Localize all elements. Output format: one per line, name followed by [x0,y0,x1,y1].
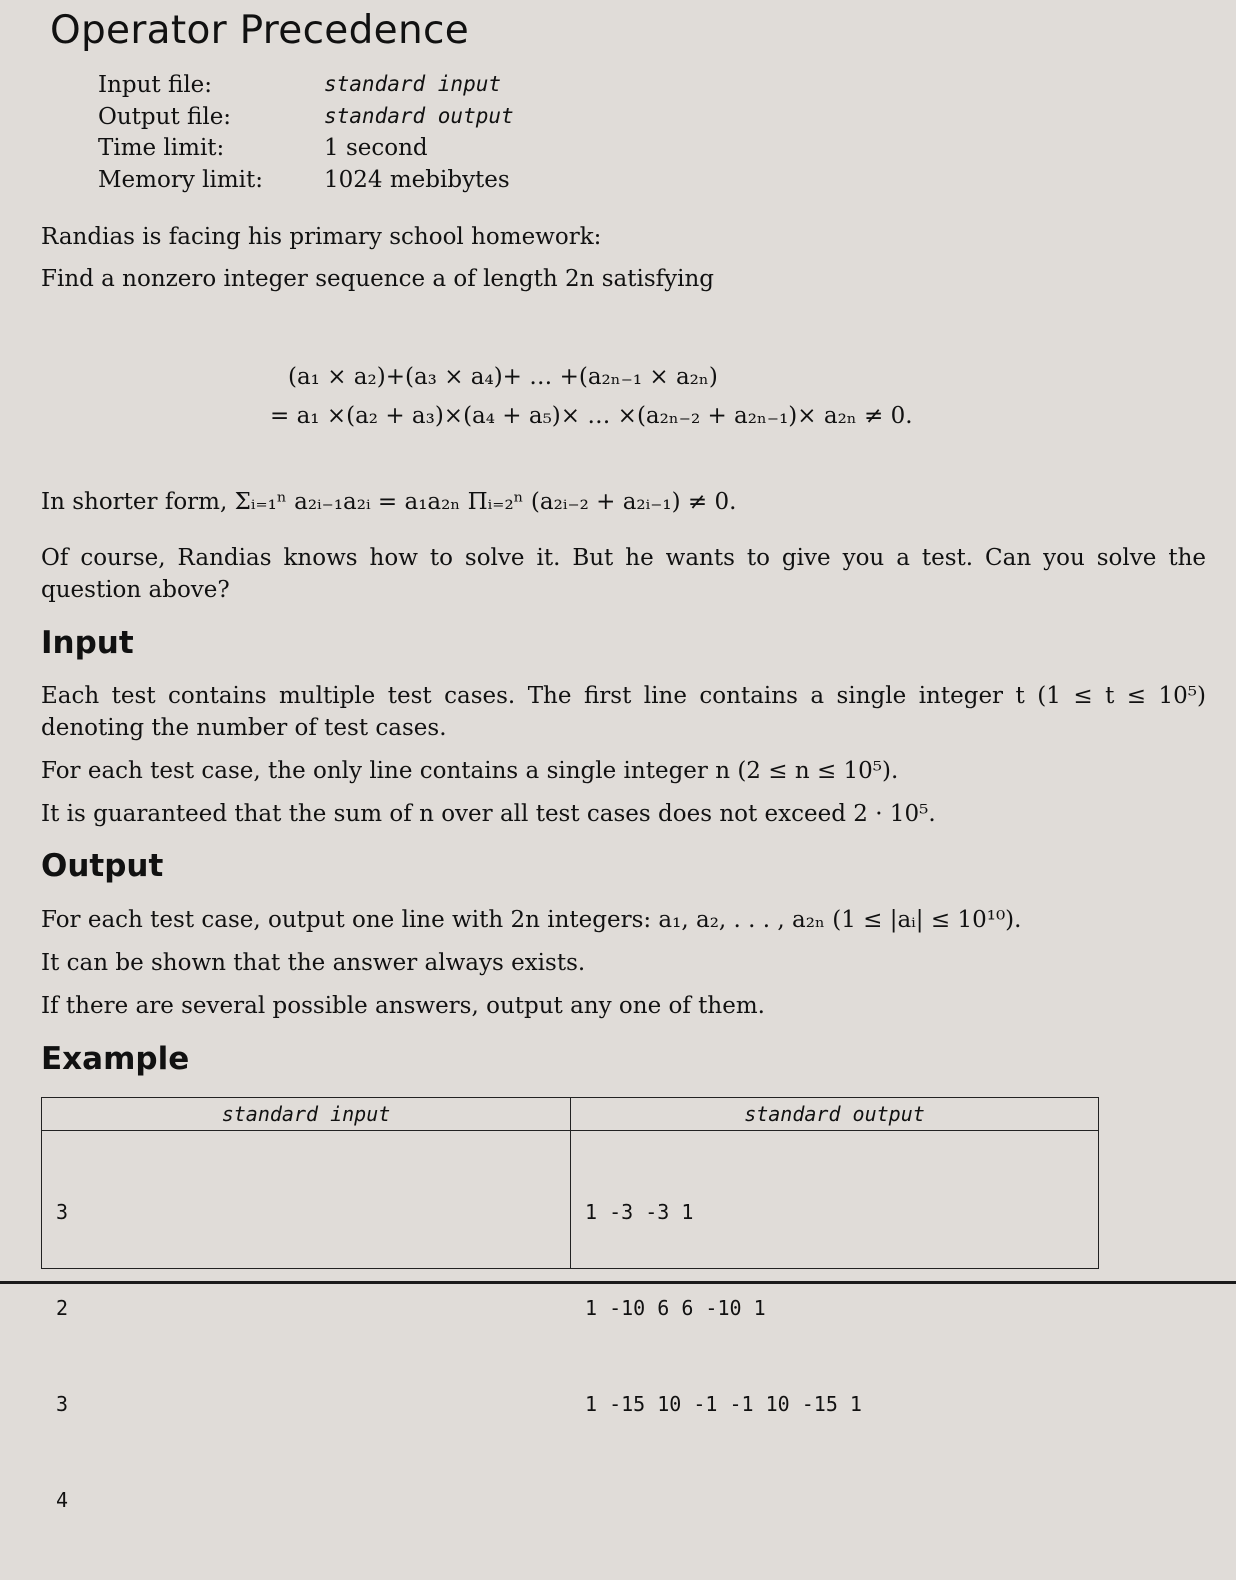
limit-label: Time limit: [98,135,225,161]
input-paragraph: For each test case, the only line contains a single integer n (2 ≤ n ≤ 10⁵). [41,758,899,784]
example-table [41,1097,1099,1512]
statement-paragraph: Of course, Randias knows how to solve it. But he wants to give you a test. Can you solve the question above? [41,545,1206,603]
limit-value: 1 second [324,135,428,161]
example-output-header: standard output [571,1098,1098,1131]
example-input-lines [42,1131,570,1580]
output-paragraph: If there are several possible answers, output any one of them. [41,993,765,1019]
example-input-header: standard input [42,1098,570,1131]
output-heading: Output [41,848,164,884]
example-output-lines [571,1131,1098,1484]
equation-line-2: = a₁ ×(a₂ + a₃)×(a₄ + a₅)× … ×(a₂ₙ₋₂ + a₂ₙ₋₁)× a₂ₙ ≠ 0. [270,403,913,429]
example-input-line: 3 [56,1392,69,1416]
example-output-line: 1 -15 10 -1 -1 10 -15 1 [585,1392,862,1416]
example-input-line: 4 [56,1488,69,1512]
example-heading: Example [41,1041,190,1077]
input-paragraph: Each test contains multiple test cases. The first line contains a single integer t (1 ≤ t ≤ 10⁵) denoting the number of test cases. [41,683,1206,741]
limit-label: Input file: [98,72,213,98]
input-paragraph: It is guaranteed that the sum of n over all test cases does not exceed 2 · 10⁵. [41,801,936,827]
example-output-line: 1 -10 6 6 -10 1 [585,1296,766,1320]
equation-line-1: (a₁ × a₂)+(a₃ × a₄)+ … +(a₂ₙ₋₁ × a₂ₙ) [288,364,718,390]
example-input-line: 2 [56,1296,69,1320]
limit-value: standard output [324,103,514,128]
example-output-column [571,1098,1098,1416]
output-paragraph: For each test case, output one line with 2n integers: a₁, a₂, . . . , a₂ₙ (1 ≤ |aᵢ| ≤ 10¹⁰). [41,907,1022,933]
limit-value: 1024 mebibytes [324,166,510,193]
statement-paragraph: Find a nonzero integer sequence a of length 2n satisfying [41,266,715,292]
output-paragraph: It can be shown that the answer always exists. [41,950,586,976]
limit-label: Output file: [98,103,232,130]
problem-title: Operator Precedence [50,8,470,53]
input-heading: Input [41,625,134,661]
short-form-formula: In shorter form, Σᵢ₌₁ⁿ a₂ᵢ₋₁a₂ᵢ = a₁a₂ₙ Πᵢ₌₂ⁿ (a₂ᵢ₋₂ + a₂ᵢ₋₁) ≠ 0. [41,489,737,515]
statement-paragraph: Randias is facing his primary school homework: [41,224,602,250]
example-input-line: 3 [56,1200,69,1224]
example-input-column [42,1098,571,1512]
example-output-line: 1 -3 -3 1 [585,1200,694,1224]
limit-label: Memory limit: [98,166,263,193]
limit-value: standard input [324,72,502,96]
